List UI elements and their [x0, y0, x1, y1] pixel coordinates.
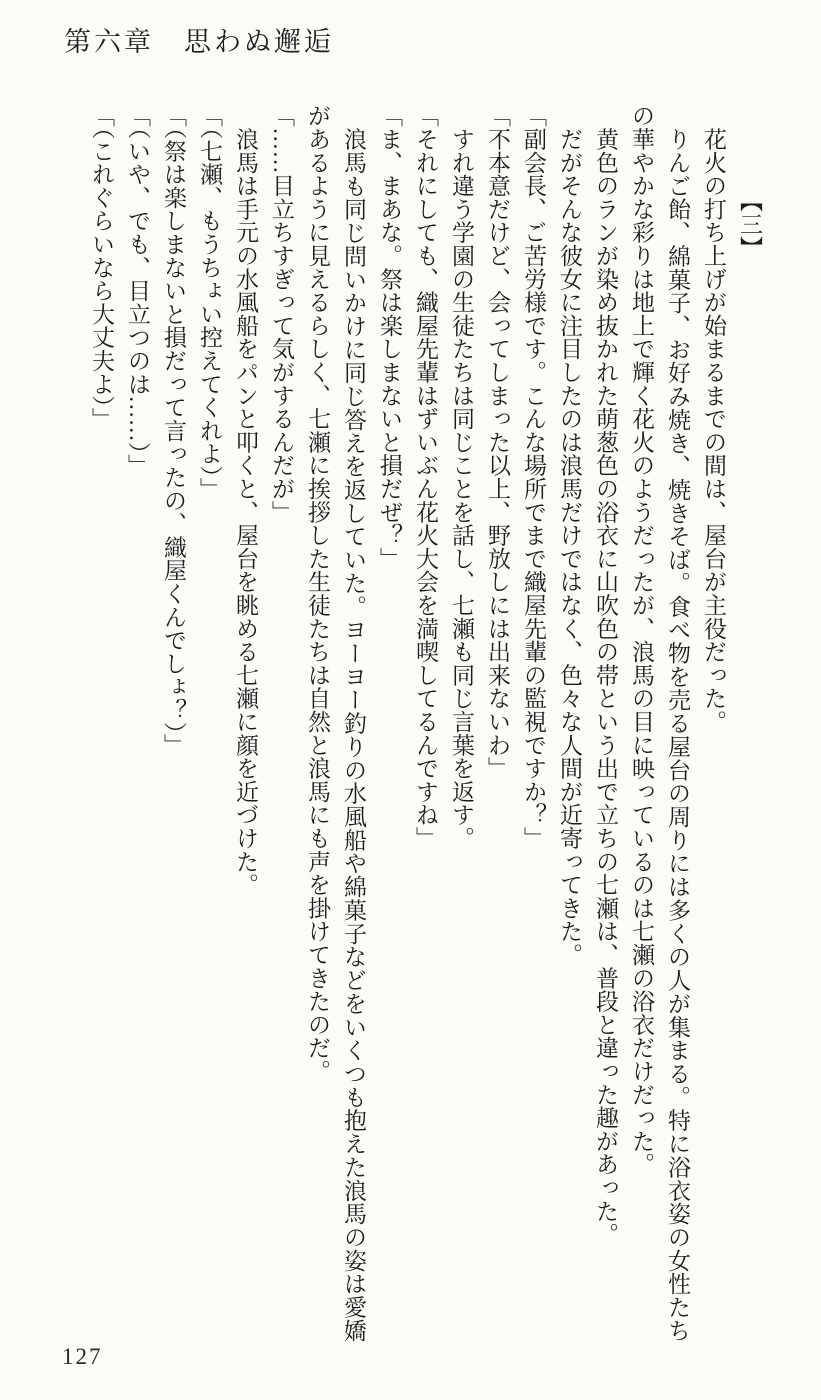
paragraph-dialogue: 「（祭は楽しまないと損だって言ったの、織屋くんでしょ？）」	[161, 104, 186, 757]
paragraph: すれ違う学園の生徒たちは同じことを話し、七瀬も同じ言葉を返す。	[449, 104, 474, 850]
paragraph-dialogue: 「不本意だけど、会ってしまった以上、野放しには出来ないわ」	[485, 104, 510, 780]
paragraph-dialogue: 「（これぐらいなら大丈夫よ）」	[89, 104, 114, 431]
section-marker: 【三】	[737, 189, 762, 259]
paragraph: 浪馬は手元の水風船をパンと叩くと、屋台を眺める七瀬に顔を近づけた。	[233, 104, 258, 897]
paragraph-dialogue: 「……目立ちすぎって気がするんだが」	[269, 104, 294, 524]
paragraph: 黄色のランが染め抜かれた萌葱色の浴衣に山吹色の帯という出で立ちの七瀬は、普段と違った趣があった。	[593, 104, 618, 1246]
paragraph-dialogue: 「副会長、ご苦労様です。こんな場所でまで織屋先輩の監視ですか？」	[521, 104, 546, 850]
paragraph: 花火の打ち上げが始まるまでの間は、屋台が主役だった。	[701, 104, 726, 734]
page-number: 127	[62, 1344, 103, 1369]
paragraph: 浪馬も同じ問いかけに同じ答えを返していた。ヨーヨー釣りの水風船や綿菓子などをいくつも抱えた浪馬の姿は愛嬌があるように見えるらしく、七瀬に挨拶した生徒たちは自然と浪馬にも声を掛けてきたのだ。	[305, 104, 366, 1342]
body-text	[55, 104, 767, 1342]
paragraph: りんご飴、綿菓子、お好み焼き、焼きそば。食べ物を売る屋台の周りには多くの人が集まる。特に浴衣姿の女性たちの華やかな彩りは地上で輝く花火のようだったが、浪馬の目に映っているのは七瀬の浴衣だけだった。	[629, 104, 690, 1342]
paragraph-dialogue: 「それにしても、織屋先輩はずいぶん花火大会を満喫してるんですね」	[413, 104, 438, 850]
paragraph-dialogue: 「ま、まあな。祭は楽しまないと損だぜ？」	[377, 104, 402, 570]
chapter-title: 第六章 思わぬ邂逅	[64, 27, 334, 57]
paragraph-dialogue: 「（七瀬、もうちょい控えてくれよ）」	[197, 104, 222, 501]
paragraph-dialogue: 「（いや、でも、目立つのは……）」	[125, 104, 150, 478]
paragraph: だがそんな彼女に注目したのは浪馬だけではなく、色々な人間が近寄ってきた。	[557, 104, 582, 967]
